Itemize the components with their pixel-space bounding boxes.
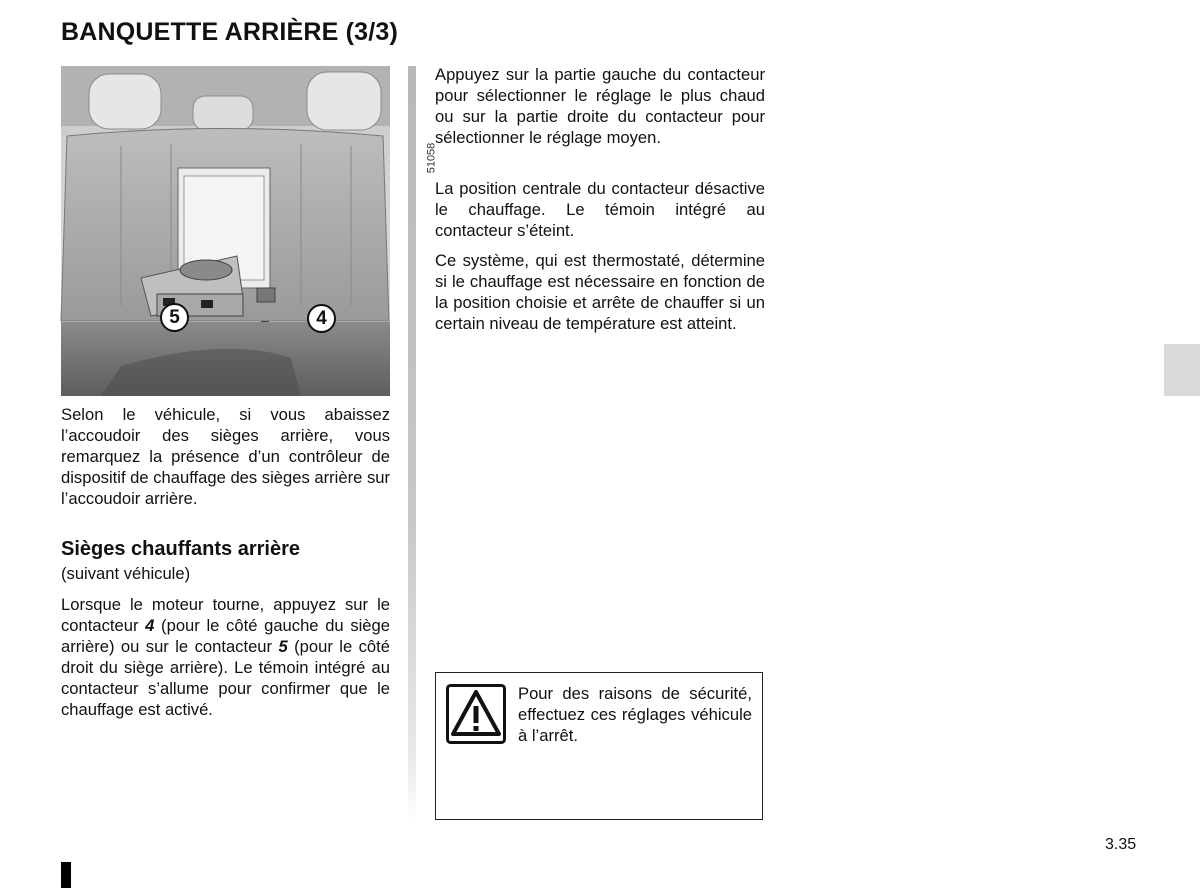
chapter-tab <box>1164 344 1200 396</box>
section-heading: Sièges chauffants arrière <box>61 538 300 560</box>
page-number: 3.35 <box>1105 836 1137 853</box>
intro-paragraph: Selon le véhicule, si vous abaissez l’accoudoir des sièges arrière, vous remarquez la présence d’un contrôleur de dispositif de chauffage des sièges arrière sur l’accoudoir arrière. <box>61 405 390 508</box>
body-text-3: (pour le côté droit du siège arrière). Le témoin intégré au contacteur s’allume pour confirmer que le chauffage est activé. <box>61 637 390 719</box>
callout-5: 5 <box>160 303 189 332</box>
switch-off-paragraph: La position centrale du contacteur désactive le chauffage. Le témoin intégré au contacteur s’éteint. <box>435 179 765 240</box>
switch-ref-4: 4 <box>145 616 155 635</box>
page-title: BANQUETTE ARRIÈRE (3/3) <box>61 18 399 46</box>
switch-usage-paragraph: Appuyez sur la partie gauche du contacteur pour sélectionner le réglage le plus chaud ou sur la partie droite du contacteur pour sélectionner le réglage moyen. <box>435 65 765 147</box>
body-text-1: Lorsque le moteur tourne, appuyez sur le contacteur <box>61 595 390 635</box>
switch-ref-5: 5 <box>278 637 288 656</box>
rear-seat-drawing <box>61 66 390 396</box>
section-subheading: (suivant véhicule) <box>61 564 191 583</box>
column-divider <box>408 66 416 826</box>
figure-ref-code: 51058 <box>425 142 438 174</box>
warning-triangle-icon <box>446 684 506 744</box>
body-text-2: (pour le côté gauche du siège arrière) ou sur le contacteur <box>61 616 390 656</box>
corner-mark <box>61 862 71 888</box>
warning-box <box>435 672 763 820</box>
rear-seat-illustration <box>61 66 438 396</box>
warning-text: Pour des raisons de sécurité, effectuez ces réglages véhicule à l’arrêt. <box>518 684 752 745</box>
callout-4: 4 <box>307 304 336 333</box>
thermostat-paragraph: Ce système, qui est thermostaté, détermine si le chauffage est nécessaire en fonction de la position choisie et arrête de chauffer si un certain niveau de température est atteint. <box>435 251 765 333</box>
heated-seats-paragraph <box>61 594 390 720</box>
